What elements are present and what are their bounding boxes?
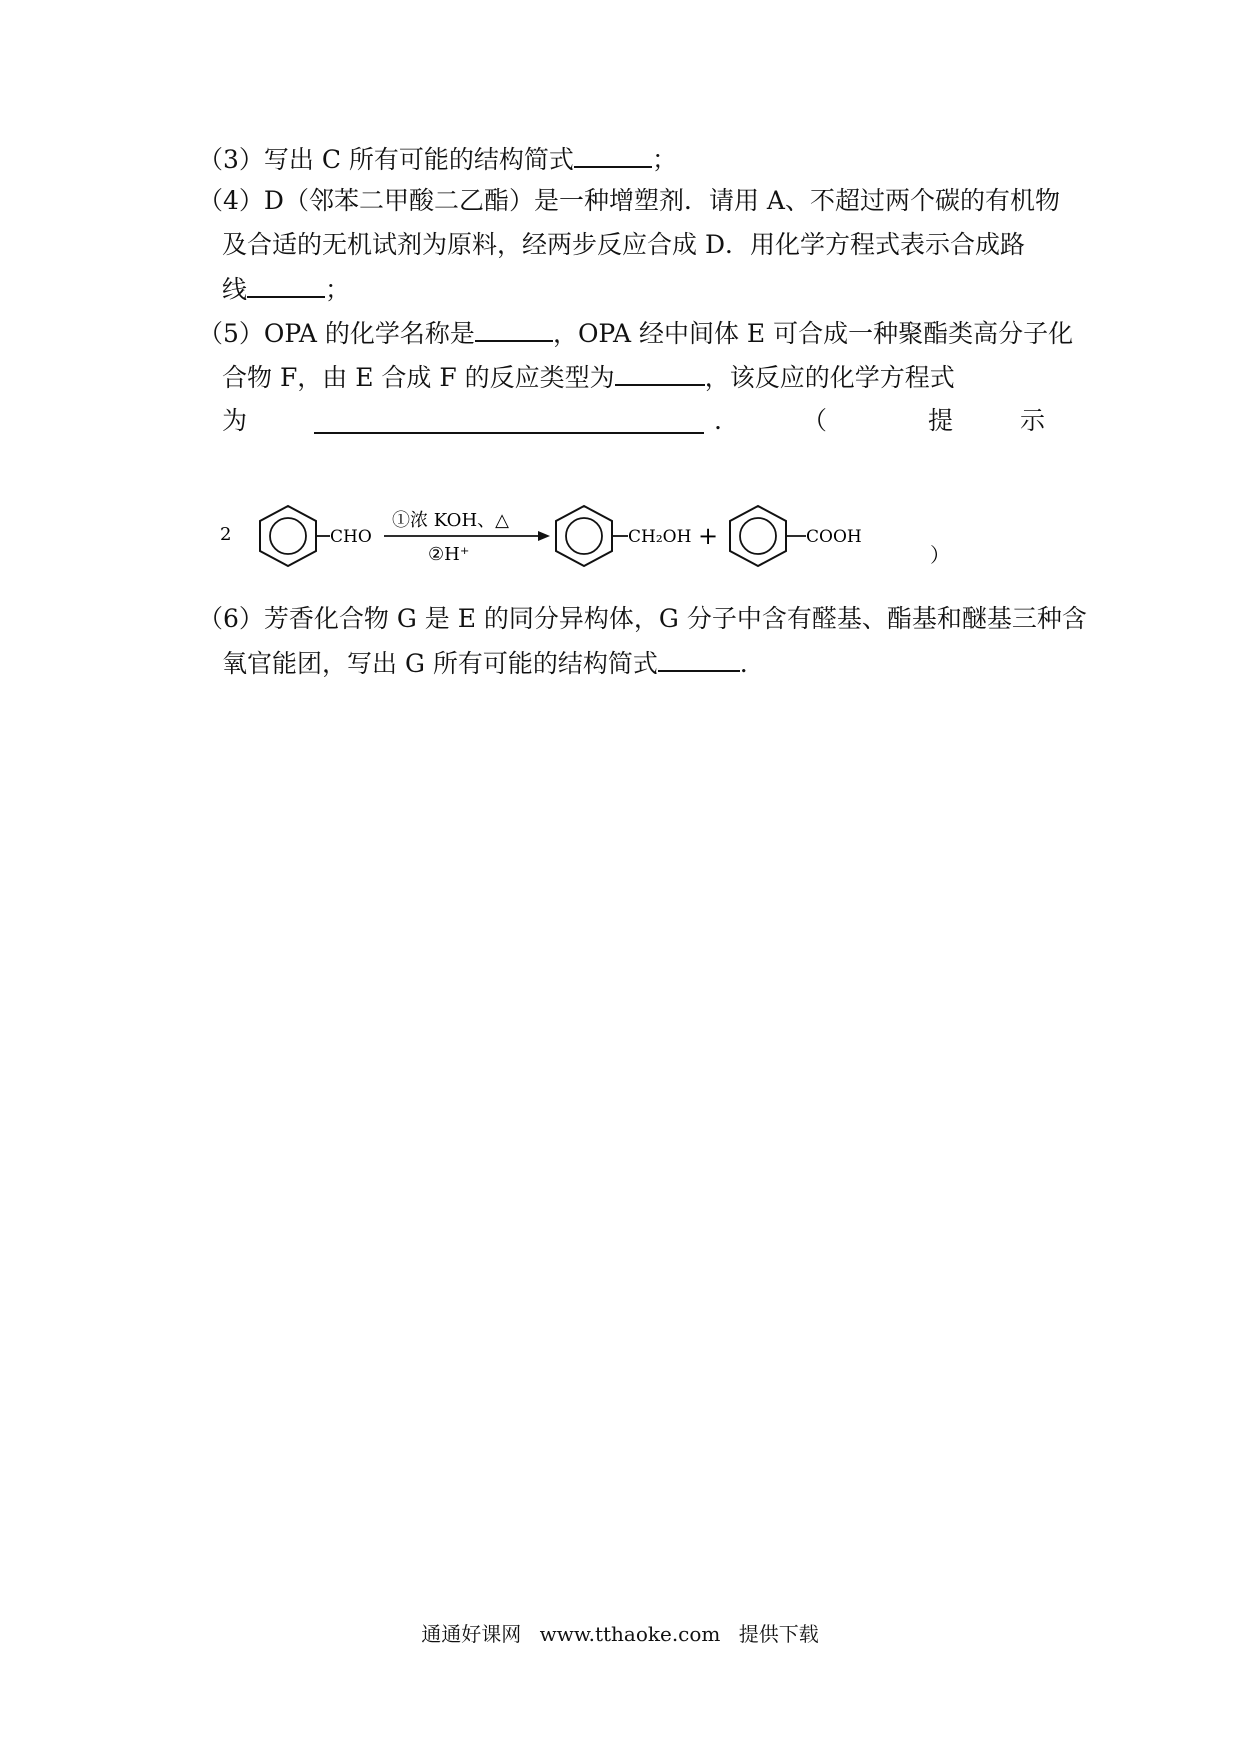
- q5-line3-a: 为: [222, 406, 248, 435]
- question-5-line-3: [222, 406, 1046, 436]
- q5-line1-a: （5）OPA 的化学名称是: [198, 319, 475, 348]
- question-5-line-2: [222, 362, 955, 393]
- q6-answer-blank[interactable]: [658, 648, 740, 672]
- q3-answer-blank[interactable]: [574, 144, 652, 168]
- q4-answer-blank[interactable]: [247, 274, 325, 298]
- benzene-ring-product-2: [730, 506, 786, 566]
- page-footer: [0, 1618, 1240, 1647]
- q5-line2-a: 合物 F，由 E 合成 F 的反应类型为: [222, 363, 615, 392]
- question-6-line-2: [222, 648, 765, 679]
- q5-name-blank[interactable]: [475, 318, 553, 342]
- q5-line2-b: ，该反应的化学方程式: [704, 363, 955, 392]
- q5-reaction-type-blank[interactable]: [615, 362, 705, 386]
- q5-hint-word-2: 示: [1020, 406, 1046, 435]
- question-6-line-1: （6）芳香化合物 G 是 E 的同分异构体，G 分子中含有醛基、酯基和醚基三种含: [198, 604, 1087, 633]
- q4-line3-text: 线: [222, 275, 248, 304]
- q6-suffix: ．: [739, 649, 765, 678]
- question-4-line-1: （4）D（邻苯二甲酸二乙酯）是一种增塑剂．请用 A、不超过两个碳的有机物: [198, 186, 1060, 215]
- q3-suffix: ；: [651, 145, 677, 174]
- plus-sign: +: [698, 522, 719, 550]
- product-2-group: COOH: [806, 527, 862, 547]
- q3-text: （3）写出 C 所有可能的结构简式: [198, 145, 574, 174]
- question-3: [198, 144, 677, 175]
- q5-equation-blank[interactable]: [314, 410, 704, 434]
- footer-site-name: 通通好课网: [421, 1622, 522, 1646]
- q5-line1-b: ，OPA 经中间体 E 可合成一种聚酯类高分子化: [552, 319, 1074, 348]
- q5-hint-word-1: 提: [928, 406, 954, 435]
- reactant-group: CHO: [330, 527, 372, 547]
- q4-suffix: ；: [325, 275, 351, 304]
- question-5-line-1: [198, 318, 1073, 349]
- reaction-diagram: [218, 500, 958, 585]
- condition-top: ①浓 KOH、△: [392, 510, 509, 531]
- reaction-coefficient: 2: [220, 524, 232, 545]
- benzene-ring-reactant: [260, 506, 316, 566]
- q5-hint-open: （: [802, 406, 828, 435]
- benzene-ring-product-1: [556, 506, 612, 566]
- question-4-line-2: 及合适的无机试剂为原料，经两步反应合成 D．用化学方程式表示合成路: [222, 230, 1025, 259]
- hint-close: ）: [930, 543, 950, 567]
- footer-action: 提供下载: [738, 1622, 819, 1646]
- product-1-group: CH₂OH: [628, 527, 692, 547]
- footer-url[interactable]: www.tthaoke.com: [539, 1622, 721, 1646]
- q6-line2-text: 氧官能团，写出 G 所有可能的结构简式: [222, 649, 658, 678]
- q5-line3-period: .: [714, 406, 722, 435]
- question-4-line-3: [222, 274, 350, 305]
- condition-bottom: ②H⁺: [428, 544, 470, 565]
